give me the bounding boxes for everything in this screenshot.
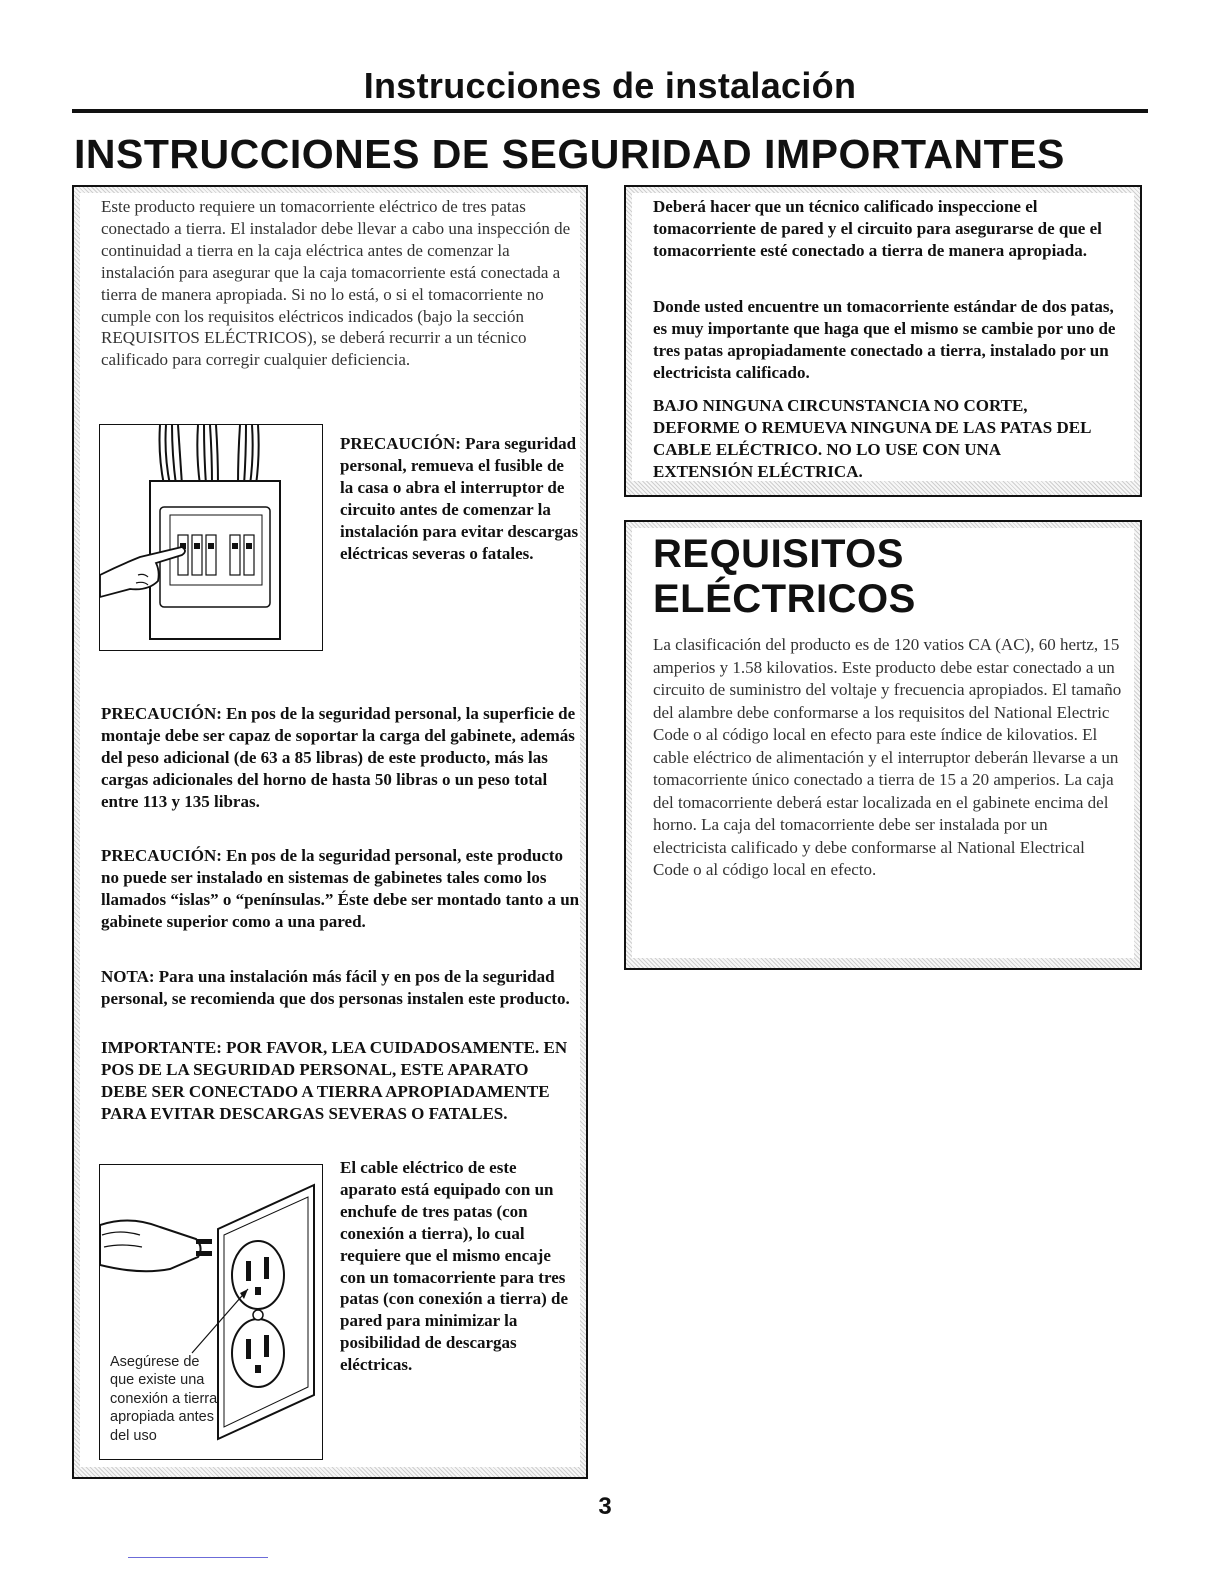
outlet-caption: Asegúrese de que existe una conexión a tierra apropiada antes del uso bbox=[110, 1354, 218, 1444]
page-number: 3 bbox=[598, 1493, 612, 1520]
requirements-heading-line1: REQUISITOS bbox=[653, 532, 904, 576]
electrical-requirements-body: La clasificación del producto es de 120 vatios CA (AC), 60 hertz, 15 amperios y 1.58 kilovatios. Este producto debe estar conectado a un circuito de suministro del voltaje y frecuencia apropiados. El tamaño del alambre debe conformarse a los requisitos del National Electric Code o al código local en efecto para este índice de kilovatios. El cable eléctrico de alimentación y el interruptor deberán llevarse a un tomacorriente único conectado a tierra de 15 a 20 amperios. La caja del tomacorriente deberá estar localizada en el gabinete encima del horno. La caja del tomacorriente debe ser instalada por un electricista calificado y debe conformarse al National Electrical Code o al código local en efecto. bbox=[653, 635, 1122, 879]
caution-weight: PRECAUCIÓN: En pos de la seguridad personal, la superficie de montaje debe ser capaz de soportar la carga del gabinete, además del peso adicional (de 63 a 85 libras) de este producto, más las cargas adicionales del horno de hasta 50 libras o un peso total entre 113 y 135 libras. bbox=[101, 704, 576, 811]
important-warning: IMPORTANTE: POR FAVOR, LEA CUIDADOSAMENTE. EN POS DE LA SEGURIDAD PERSONAL, ESTE APARATO DEBE SER CONECTADO A TIERRA APROPIADAMENTE PARA EVITAR DESCARGAS SEVERAS O FATALES. bbox=[101, 1038, 568, 1123]
page-section-title: Instrucciones de instalación bbox=[363, 65, 857, 106]
installation-note: NOTA: Para una instalación más fácil y en pos de la seguridad personal, se recomienda que dos personas instalen este producto. bbox=[101, 967, 570, 1008]
plug-description: El cable eléctrico de este aparato está equipado con un enchufe de tres patas (con conexión a tierra), lo cual requiere que el mismo encaje con un tomacorriente para tres patas (con conexión a tierra) de pared para minimizar la posibilidad de descargas eléctricas. bbox=[340, 1158, 569, 1375]
fuse-caution-text: PRECAUCIÓN: Para seguridad personal, remueva el fusible de la casa o abra el interruptor de circuito antes de comenzar la instalación para evitar descargas eléctricas severas o fatales. bbox=[340, 434, 579, 563]
two-prong-warning: Donde usted encuentre un tomacorriente estándar de dos patas, es muy importante que haga que el mismo se cambie por uno de tres patas apropiadamente conectado a tierra, instalado por un electricista calificado. bbox=[653, 297, 1116, 382]
electrical-requirements-heading bbox=[653, 532, 916, 622]
do-not-cut-warning: BAJO NINGUNA CIRCUNSTANCIA NO CORTE, DEFORME O REMUEVA NINGUNA DE LAS PATAS DEL CABLE ELÉCTRICO. NO LO USE CON UNA EXTENSIÓN ELÉCTRICA. bbox=[653, 396, 1091, 481]
intro-paragraph: Este producto requiere un tomacorriente eléctrico de tres patas conectado a tierra. El instalador debe llevar a cabo una inspección de continuidad a tierra en la caja eléctrica antes de comenzar la instalación para asegurar que la caja tomacorriente está conectada a tierra de manera apropiada. Si no lo está, o si el tomacorriente no cumple con los requisitos eléctricos indicados (bajo la sección REQUISITOS ELÉCTRICOS), se deberá recurrir a un técnico calificado para corregir cualquier deficiencia. bbox=[101, 197, 571, 370]
main-heading: INSTRUCCIONES DE SEGURIDAD IMPORTANTES bbox=[74, 131, 1065, 177]
footer-line bbox=[128, 1557, 268, 1558]
requirements-heading-line2: ELÉCTRICOS bbox=[653, 577, 916, 621]
technician-inspection: Deberá hacer que un técnico calificado inspeccione el tomacorriente de pared y el circuito para asegurarse de que el tomacorriente esté conectado a tierra de manera apropiada. bbox=[653, 197, 1102, 260]
caution-islands: PRECAUCIÓN: En pos de la seguridad personal, este producto no puede ser instalado en sistemas de gabinetes tales como los llamados “islas” o “penínsulas.” Éste debe ser montado tanto a un gabinete superior como a una pared. bbox=[101, 846, 580, 931]
fuse-box-figure bbox=[99, 424, 323, 651]
outlet-figure bbox=[99, 1164, 323, 1460]
fuse-box-icon bbox=[100, 425, 321, 649]
header-divider bbox=[72, 109, 1148, 113]
